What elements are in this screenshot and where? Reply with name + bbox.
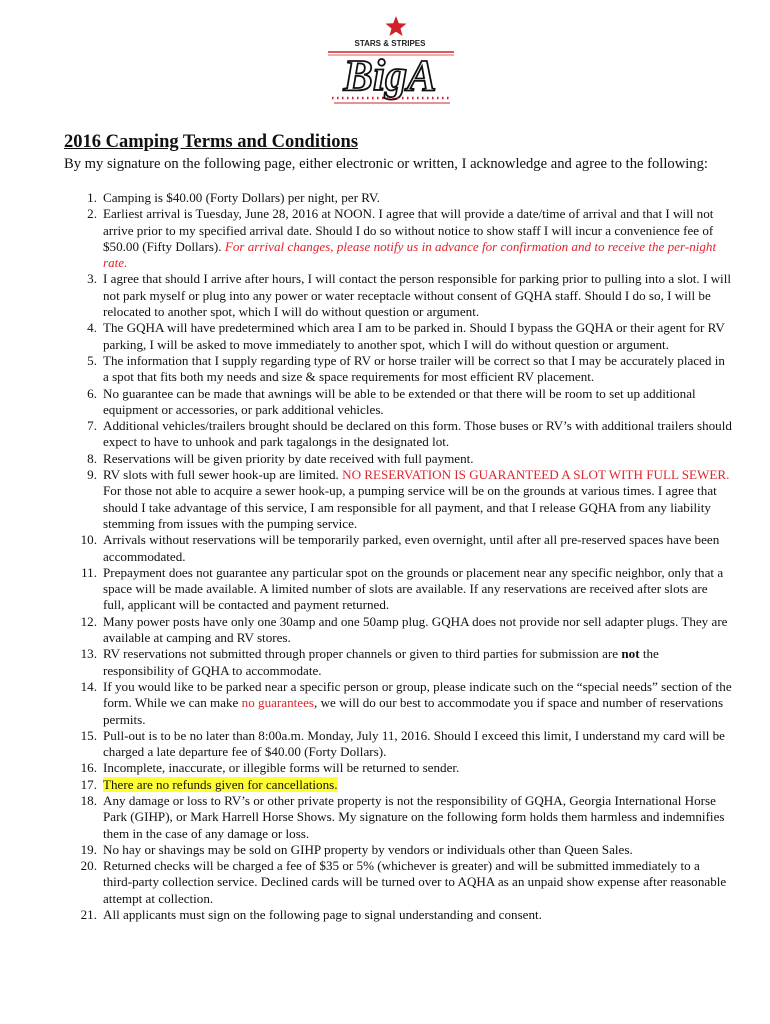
- term-text-segment: Incomplete, inaccurate, or illegible forms will be returned to sender.: [103, 760, 460, 776]
- term-number: 5.: [87, 352, 97, 368]
- term-text: [103, 271, 732, 320]
- term-text: [103, 467, 732, 532]
- term-item: [64, 353, 732, 386]
- term-text: [103, 565, 732, 614]
- term-text-segment: Reservations will be given priority by date received with full payment.: [103, 450, 474, 466]
- term-item: [64, 451, 732, 467]
- term-text: [103, 728, 732, 761]
- term-text: [103, 793, 732, 842]
- term-text: [103, 418, 732, 451]
- term-number: 18.: [80, 792, 97, 808]
- term-number: 4.: [87, 320, 97, 336]
- term-text-segment: Arrivals without reservations will be temporarily parked, even overnight, until after all pre-reserved spaces have been accommodated.: [103, 532, 720, 564]
- term-number: 8.: [87, 450, 97, 466]
- term-text-segment: Pull-out is to be no later than 8:00a.m. Monday, July 11, 2016. Should I exceed this limit, I understand my card will be charged a late departure fee of $40.00 (Forty Dollars).: [103, 727, 725, 760]
- term-text-segment: For those not able to acquire a sewer hook-up, a pumping service will be on the grounds at various times. I agree that should I take advantage of this service, I am responsible for all payment, and that I release GQHA from any liability stemming from issues with the pumping service.: [103, 483, 717, 531]
- term-number: 6.: [87, 385, 97, 401]
- term-item: [64, 206, 732, 271]
- term-item: [64, 271, 732, 320]
- term-text-segment: RV slots with full sewer hook-up are limited.: [103, 467, 343, 483]
- term-text-segment: the responsibility of GQHA to accommodate.: [103, 646, 659, 678]
- term-item: [64, 679, 732, 728]
- term-text: [103, 679, 732, 728]
- term-item: [64, 467, 732, 532]
- term-text: [103, 206, 732, 271]
- term-text: [103, 320, 732, 353]
- term-text-segment: If you would like to be parked near a specific person or group, please indicate such on the “special needs” section of the form. While we can make: [103, 678, 732, 711]
- term-text-segment: Earliest arrival is Tuesday, June 28, 2016 at NOON. I agree that will provide a date/time of arrival and that I will not arrive prior to my specified arrival date. Should I do so without notice to show staff I will incur a convenience fee of $50.00 (Fifty Dollars).: [103, 206, 714, 254]
- big-a-logo: [320, 12, 460, 108]
- term-number: 16.: [80, 760, 97, 776]
- term-text: [103, 190, 732, 206]
- highlighted-text: There are no refunds given for cancellations.: [103, 776, 338, 792]
- term-text-segment: No guarantee can be made that awnings will be able to be extended or that there will be room to set up additional equipment or accessories, or park additional vehicles.: [103, 385, 696, 417]
- term-text: [103, 451, 732, 467]
- term-item: [64, 646, 732, 679]
- term-item: [64, 190, 732, 206]
- term-number: 7.: [87, 418, 97, 434]
- term-number: 2.: [87, 206, 97, 222]
- term-item: [64, 842, 732, 858]
- term-text: [103, 842, 732, 858]
- logo-main-text: BigA: [343, 51, 437, 100]
- term-item: [64, 793, 732, 842]
- term-item: [64, 907, 732, 923]
- term-item: [64, 614, 732, 647]
- term-number: 10.: [80, 532, 97, 548]
- red-emphasis-text: no guarantees: [241, 695, 315, 711]
- term-text-segment: I agree that should I arrive after hours, I will contact the person responsible for parking prior to pulling into a slot. I will not park myself or plug into any power or water receptacle without consent of GQHA staff. Should I do so, I will be relocated to another spot, which I will do without question or argument.: [103, 271, 731, 320]
- term-text-segment: Any damage or loss to RV’s or other private property is not the responsibility of GQHA, Georgia International Horse Park (GIHP), or Mark Harrell Horse Shows. My signature on the following form holds them harmless and indemnifies them in the case of any damage or loss.: [103, 792, 725, 841]
- term-text-segment: Camping is $40.00 (Forty Dollars) per night, per RV.: [103, 190, 380, 205]
- term-text-segment: Many power posts have only one 30amp and one 50amp plug. GQHA does not provide nor sell adapter plugs. They are available at camping and RV stores.: [103, 613, 728, 646]
- term-item: [64, 418, 732, 451]
- term-item: [64, 386, 732, 419]
- bold-emphasis-text: not: [621, 646, 640, 662]
- term-item: [64, 565, 732, 614]
- red-italic-note: For arrival changes, please notify us in advance for confirmation and to receive the per-night rate.: [103, 238, 717, 271]
- term-number: 15.: [80, 727, 97, 743]
- term-number: 3.: [87, 271, 97, 287]
- terms-list: [64, 190, 732, 923]
- red-emphasis-text: NO RESERVATION IS GUARANTEED A SLOT WITH FULL SEWER.: [342, 467, 730, 483]
- term-item: [64, 320, 732, 353]
- term-text: [103, 760, 732, 776]
- term-text-segment: , we will do our best to accommodate you if space and number of reservations permits.: [103, 695, 724, 727]
- term-item: [64, 777, 732, 793]
- big-a-logo-graphic: [320, 12, 460, 108]
- term-text-segment: The GQHA will have predetermined which area I am to be parked in. Should I bypass the GQHA or their agent for RV parking, I will be asked to move immediately to another spot, which I will do without question or argument.: [103, 320, 725, 352]
- term-text-segment: Returned checks will be charged a fee of $35 or 5% (whichever is greater) and will be submitted immediately to a third-party collection service. Declined cards will be turned over to AQHA as an unpaid show expense after reasonable attempt at collection.: [103, 858, 727, 906]
- document-title: 2016 Camping Terms and Conditions: [64, 132, 359, 152]
- term-text-segment: RV reservations not submitted through proper channels or given to third parties for submission are: [103, 646, 622, 662]
- term-text: [103, 777, 732, 793]
- logo-top-text: STARS & STRIPES: [354, 39, 426, 48]
- term-number: 13.: [80, 646, 97, 662]
- term-text-segment: No hay or shavings may be sold on GIHP property by vendors or individuals other than Queen Sales.: [103, 841, 633, 857]
- intro-text: By my signature on the following page, either electronic or written, I acknowledge and agree to the following:: [64, 156, 708, 172]
- term-number: 1.: [87, 190, 97, 205]
- term-number: 19.: [80, 841, 97, 857]
- term-item: [64, 728, 732, 761]
- term-number: 9.: [87, 467, 97, 483]
- term-text: [103, 614, 732, 647]
- term-number: 20.: [80, 858, 97, 874]
- term-text: [103, 353, 732, 386]
- term-number: 21.: [80, 907, 97, 923]
- term-number: 17.: [80, 776, 97, 792]
- term-text-segment: The information that I supply regarding type of RV or horse trailer will be correct so that I may be accurately placed in a spot that fits both my needs and size & space requirements for most efficient RV placement.: [103, 352, 725, 385]
- term-text: [103, 646, 732, 679]
- term-item: [64, 760, 732, 776]
- term-text-segment: Prepayment does not guarantee any particular spot on the grounds or placement near any specific neighbor, only that a space will be made available. A limited number of slots are available. If any reservations are received after slots are full, applicant will be contacted and payment returned.: [103, 564, 724, 613]
- term-text: [103, 532, 732, 565]
- term-number: 11.: [81, 564, 97, 580]
- term-item: [64, 532, 732, 565]
- term-number: 14.: [80, 678, 97, 694]
- term-text: [103, 386, 732, 419]
- term-number: 12.: [80, 613, 97, 629]
- term-text: [103, 907, 732, 923]
- term-item: [64, 858, 732, 907]
- term-text-segment: All applicants must sign on the following page to signal understanding and consent.: [103, 907, 542, 923]
- term-text: [103, 858, 732, 907]
- term-text-segment: Additional vehicles/trailers brought should be declared on this form. Those buses or RV’s with additional trailers should expect to have to unhook and park tagalongs in the designated lot.: [103, 418, 732, 450]
